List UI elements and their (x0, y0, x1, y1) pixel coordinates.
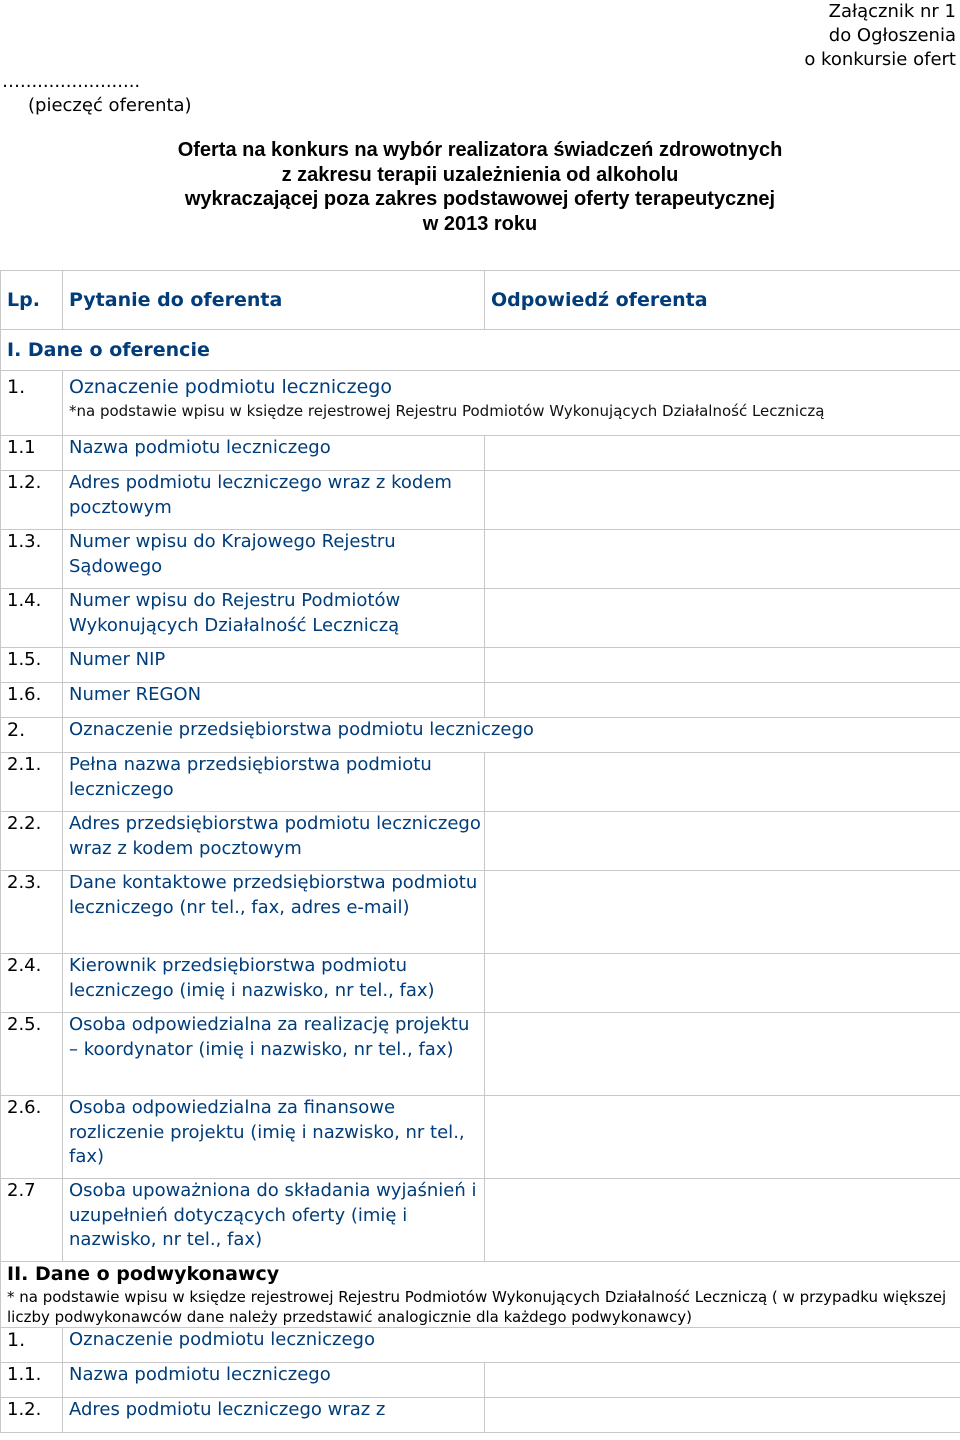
question-cell: Numer REGON (63, 683, 485, 718)
row-number: 1.4. (1, 589, 63, 648)
answer-cell[interactable] (485, 1179, 960, 1262)
question-cell: Adres podmiotu leczniczego wraz z kodem pocztowym (63, 471, 485, 530)
question-cell: Kierownik przedsiębiorstwa podmiotu leczniczego (imię i nazwisko, nr tel., fax) (63, 954, 485, 1013)
annex-line-1: Załącznik nr 1 (828, 1, 956, 22)
group-1-num: 1. (1, 371, 63, 436)
row-number: 1.5. (1, 648, 63, 683)
table-header-row (1, 271, 960, 330)
table-row (1, 530, 960, 589)
section-1-title: I. Dane o oferencie (1, 330, 960, 371)
row-number: 2.1. (1, 753, 63, 812)
bidder-stamp (2, 70, 192, 118)
question-cell: Osoba odpowiedzialna za realizację projektu – koordynator (imię i nazwisko, nr tel., fax) (63, 1013, 485, 1096)
question-cell: Nazwa podmiotu leczniczego (63, 436, 485, 471)
title-line-3: wykraczającej poza zakres podstawowej oferty terapeutycznej (184, 188, 776, 210)
table-row (1, 436, 960, 471)
group-2-row-num: 2. (1, 718, 63, 753)
group-1-row (1, 371, 960, 436)
row-number: 1.1 (1, 436, 63, 471)
section-2-row (1, 1262, 960, 1328)
question-cell: Osoba upoważniona do składania wyjaśnień i uzupełnień dotyczących oferty (imię i nazwisko, nr tel., fax) (63, 1179, 485, 1262)
table-row (1, 812, 960, 871)
section-2-note: * na podstawie wpisu w księdze rejestrowej Rejestru Podmiotów Wykonujących Działalność Leczniczą ( w przypadku większej liczby podwykonawców dane należy przedstawić analogicznie dla każdego podwykonawcy) (7, 1287, 947, 1326)
group-3-row-name: Oznaczenie podmiotu leczniczego (63, 1327, 960, 1362)
answer-cell[interactable] (485, 871, 960, 954)
answer-cell[interactable] (485, 589, 960, 648)
table-row (1, 589, 960, 648)
table-row (1, 1397, 960, 1432)
group-1-cell (63, 371, 960, 436)
answer-cell[interactable] (485, 753, 960, 812)
table-row (1, 1362, 960, 1397)
row-number: 1.1. (1, 1362, 63, 1397)
section-1-row (1, 330, 960, 371)
group-1-note: *na podstawie wpisu w księdze rejestrowej Rejestru Podmiotów Wykonujących Działalność Leczniczą (69, 401, 825, 420)
question-cell: Osoba odpowiedzialna za finansowe rozliczenie projektu (imię i nazwisko, nr tel., fax) (63, 1096, 485, 1179)
header-answer: Odpowiedź oferenta (485, 271, 960, 330)
table-row (1, 1179, 960, 1262)
answer-cell[interactable] (485, 1096, 960, 1179)
row-number: 2.2. (1, 812, 63, 871)
answer-cell[interactable] (485, 954, 960, 1013)
row-number: 1.6. (1, 683, 63, 718)
title-line-4: w 2013 roku (422, 212, 538, 235)
group-3-row-num: 1. (1, 1327, 63, 1362)
answer-cell[interactable] (485, 1397, 960, 1432)
annex-line-3: o konkursie ofert (804, 49, 956, 70)
answer-cell[interactable] (485, 648, 960, 683)
table-row (1, 471, 960, 530)
group-1-name: Oznaczenie podmiotu leczniczego (69, 376, 392, 398)
table-row (1, 753, 960, 812)
stamp-dots: …..................... (2, 71, 141, 92)
annex-line-2: do Ogłoszenia (828, 25, 956, 46)
table-row (1, 954, 960, 1013)
row-number: 2.4. (1, 954, 63, 1013)
row-number: 1.2. (1, 471, 63, 530)
answer-cell[interactable] (485, 471, 960, 530)
answer-cell[interactable] (485, 812, 960, 871)
row-number: 1.2. (1, 1397, 63, 1432)
question-cell: Numer NIP (63, 648, 485, 683)
document-title (0, 138, 960, 236)
row-number: 2.3. (1, 871, 63, 954)
group-3-row (1, 1327, 960, 1362)
answer-cell[interactable] (485, 1013, 960, 1096)
answer-cell[interactable] (485, 1362, 960, 1397)
stamp-label: (pieczęć oferenta) (28, 95, 192, 116)
header-lp: Lp. (1, 271, 63, 330)
question-cell: Adres podmiotu leczniczego wraz z (63, 1397, 485, 1432)
row-number: 2.6. (1, 1096, 63, 1179)
question-cell: Nazwa podmiotu leczniczego (63, 1362, 485, 1397)
table-row (1, 1096, 960, 1179)
question-cell: Adres przedsiębiorstwa podmiotu leczniczego wraz z kodem pocztowym (63, 812, 485, 871)
offer-form-table (0, 270, 960, 1433)
table-row (1, 683, 960, 718)
section-2-cell (1, 1262, 960, 1328)
question-cell: Numer wpisu do Krajowego Rejestru Sądowego (63, 530, 485, 589)
answer-cell[interactable] (485, 683, 960, 718)
row-number: 1.3. (1, 530, 63, 589)
annex-label (804, 0, 956, 72)
answer-cell[interactable] (485, 530, 960, 589)
answer-cell[interactable] (485, 436, 960, 471)
section-2-title: II. Dane o podwykonawcy (7, 1263, 280, 1285)
title-line-1: Oferta na konkurs na wybór realizatora świadczeń zdrowotnych (177, 139, 783, 161)
header-question: Pytanie do oferenta (63, 271, 485, 330)
question-cell: Dane kontaktowe przedsiębiorstwa podmiotu leczniczego (nr tel., fax, adres e-mail) (63, 871, 485, 954)
row-number: 2.7 (1, 1179, 63, 1262)
table-row (1, 1013, 960, 1096)
table-row (1, 871, 960, 954)
group-2-row (1, 718, 960, 753)
table-row (1, 648, 960, 683)
row-number: 2.5. (1, 1013, 63, 1096)
question-cell: Numer wpisu do Rejestru Podmiotów Wykonujących Działalność Leczniczą (63, 589, 485, 648)
group-2-row-name: Oznaczenie przedsiębiorstwa podmiotu leczniczego (63, 718, 960, 753)
title-line-2: z zakresu terapii uzależnienia od alkoholu (281, 163, 679, 186)
question-cell: Pełna nazwa przedsiębiorstwa podmiotu leczniczego (63, 753, 485, 812)
